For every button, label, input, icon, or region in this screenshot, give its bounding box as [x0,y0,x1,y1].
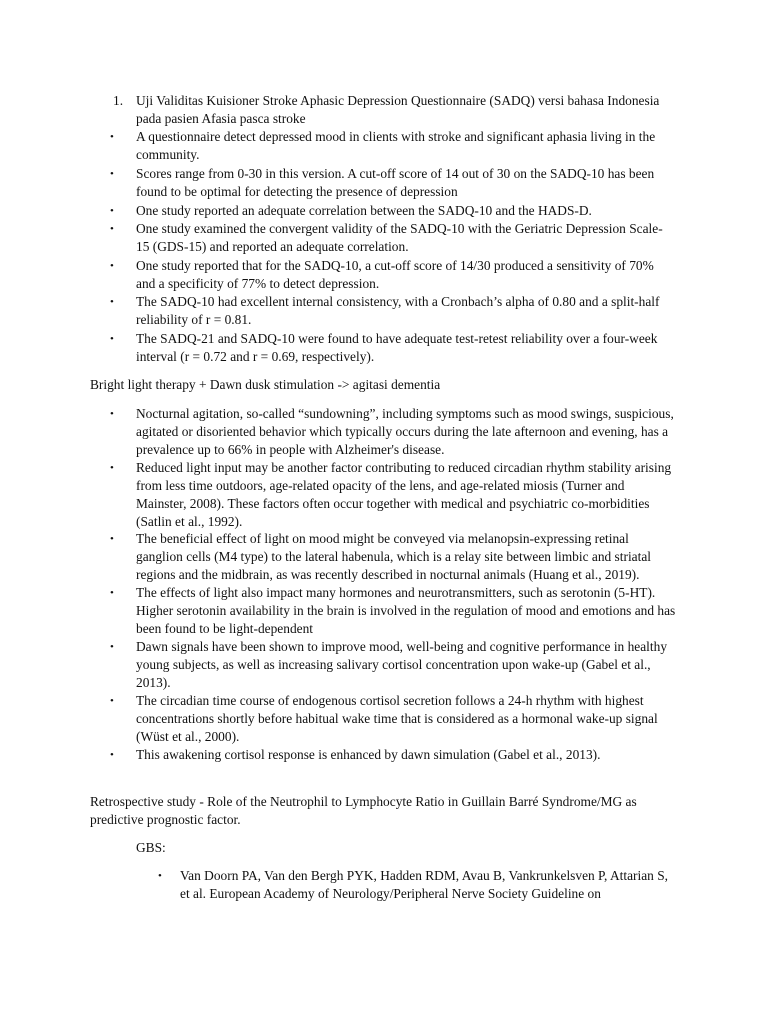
list-item [110,459,676,531]
reference-text: Van Doorn PA, Van den Bergh PYK, Hadden RDM, Avau B, Vankrunkelsven P, Attarian S, et al. European Academy of Neurology/Peripheral Nerve Society Guideline on [180,868,668,901]
bullet-icon: • [110,641,114,653]
list-number: 1. [113,93,124,108]
list-item-text: The circadian time course of endogenous cortisol secretion follows a 24-h rhythm with highest concentrations shortly before habitual wake time that is considered as a hormonal wake-up signal (Wüst et al., 2000). [136,693,658,744]
list-item-text: Reduced light input may be another factor contributing to reduced circadian rhythm stability arising from less time outdoors, age-related opacity of the lens, and age-related miosis (Turner and Mainster, 2008). These factors often occur together with medical and psychiatric co-morbidities (Satlin et al., 1992). [136,460,672,529]
bullet-icon: • [110,168,114,180]
list-item-text: Scores range from 0-30 in this version. A cut-off score of 14 out of 30 on the SADQ-10 has been found to be optimal for detecting the presence of depression [136,166,655,199]
list-item [110,202,676,220]
list-item [110,128,676,164]
list-item-text: The SADQ-21 and SADQ-10 were found to have adequate test-retest reliability over a four-week interval (r = 0.72 and r = 0.69, respectively). [136,331,658,364]
list-item [110,692,676,746]
list-item [110,257,676,293]
bullet-icon: • [110,333,114,345]
bullet-icon: • [110,749,114,761]
bullet-icon: • [110,408,114,420]
list-item-text: One study reported that for the SADQ-10, a cut-off score of 14/30 produced a sensitivity of 70% and a specificity of 77% to detect depression. [136,258,654,291]
numbered-item-1 [113,92,676,128]
list-item-text: The beneficial effect of light on mood might be conveyed via melanopsin-expressing retinal ganglion cells (M4 type) to the lateral habenula, which is a relay site between limbic and striatal regions and the midbrain, as was recently described in nocturnal animals (Huang et al., 2019). [136,531,651,582]
list-item [110,584,676,638]
list-item [110,330,676,366]
list-item-text: Nocturnal agitation, so-called “sundowning”, including symptoms such as mood swings, suspicious, agitated or disoriented behavior which typically occurs during the late afternoon and evening, has a prevalence up to 66% in people with Alzheimer's disease. [136,406,674,457]
list-item [110,165,676,201]
list-item-text: Dawn signals have been shown to improve mood, well-being and cognitive performance in healthy young subjects, as well as increasing salivary cortisol concentration upon wake-up (Gabel et al., 2013). [136,639,668,690]
bullet-icon: • [110,205,114,217]
bullet-icon: • [110,296,114,308]
bullet-icon: • [158,870,162,882]
section-heading: Bright light therapy + Dawn dusk stimulation -> agitasi dementia [90,377,441,392]
bullet-icon: • [110,587,114,599]
reference-item [158,867,675,903]
bullet-icon: • [110,462,114,474]
bullet-icon: • [110,223,114,235]
list-item-text: The effects of light also impact many hormones and neurotransmitters, such as serotonin (5-HT). Higher serotonin availability in the brain is involved in the regulation of mood and emotions and has been found to be light-dependent [136,585,676,636]
list-item [110,405,676,459]
list-item-text: A questionnaire detect depressed mood in clients with stroke and significant aphasia living in the community. [136,129,656,162]
bullet-icon: • [110,260,114,272]
bullet-icon: • [110,695,114,707]
bullet-icon: • [110,131,114,143]
list-item-text: The SADQ-10 had excellent internal consistency, with a Cronbach’s alpha of 0.80 and a split-half reliability of r = 0.81. [136,294,660,327]
list-item [110,293,676,329]
list-item [110,220,676,256]
list-item [110,746,676,764]
list-item-text: This awakening cortisol response is enhanced by dawn simulation (Gabel et al., 2013). [136,747,601,762]
list-item [110,638,676,692]
section-heading: Retrospective study - Role of the Neutrophil to Lymphocyte Ratio in Guillain Barré Syndrome/MG as predictive prognostic factor. [90,794,637,827]
list-item-text: One study reported an adequate correlation between the SADQ-10 and the HADS-D. [136,203,592,218]
numbered-item-text: Uji Validitas Kuisioner Stroke Aphasic Depression Questionnaire (SADQ) versi bahasa Indonesia pada pasien Afasia pasca stroke [136,93,660,126]
list-item-text: One study examined the convergent validity of the SADQ-10 with the Geriatric Depression Scale-15 (GDS-15) and reported an adequate correlation. [136,221,663,254]
subsection-label: GBS: [136,840,166,855]
bullet-icon: • [110,533,114,545]
list-item [110,530,676,584]
